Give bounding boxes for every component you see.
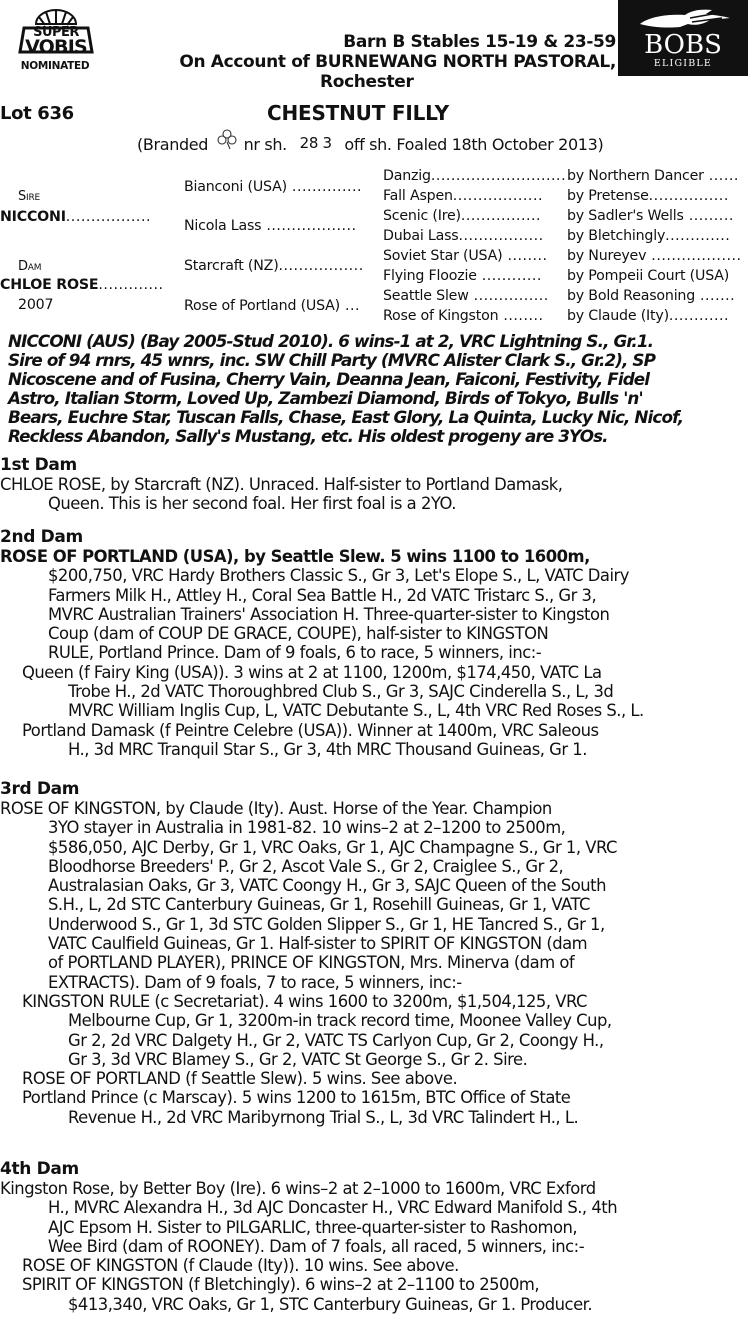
sire-summary-line: NICCONI (AUS) (Bay 2005-Stud 2010). 6 wins-1 at 2, VRC Lightning S., Gr.1. [8,331,654,351]
second-dam-text [0,547,750,759]
dam-year: 2007 [18,297,54,313]
third-dam-heading: 3rd Dam [0,779,80,799]
clover-icon [217,129,237,151]
gen3-by-text: by Pompeii Court (USA) [567,268,730,284]
dam-line: Coup (dam of COUP DE GRACE, COUPE), half-sister to KINGSTON [48,624,549,644]
sire-name: NICCONI [0,209,66,225]
progeny-line: Melbourne Cup, Gr 1, 3200m-in track record time, Moonee Valley Cup, [68,1011,612,1031]
progeny-line: Revenue H., 2d VRC Maribyrnong Trial S., L, 3d VRC Talindert H., L. [68,1107,579,1127]
gen3-name: Dubai Lass [383,228,459,244]
progeny-line: H., 3d MRC Tranquil Star S., Gr 3, 4th MRC Thousand Guineas, Gr 1. [68,739,587,759]
gen3-by [567,268,729,284]
gen3-by: by Bold Reasoning ....... [567,288,736,304]
second-dam-heading: 2nd Dam [0,527,83,547]
third-dam-text [0,799,750,1127]
gen3-by-text: by Pretense [567,188,649,204]
gen3-name: Danzig [383,168,431,184]
gen3-name: Seattle Slew [383,288,469,304]
gen3-name: Scenic (Ire) [383,208,461,224]
gen3-name: Fall Aspen [383,188,453,204]
progeny-line: Gr 2, 2d VRC Dalgety H., Gr 2, VATC TS Carlyon Cup, Gr 2, Coongy H., [68,1030,604,1050]
gen3-row: Fall Aspen.................. [383,188,543,204]
gen3-name: Rose of Kingston [383,308,499,324]
dam-line: Underwood S., Gr 1, 3d STC Golden Slipper S., Gr 1, HE Tancred S., Gr 1, [48,914,605,934]
first-dam-heading: 1st Dam [0,455,77,475]
barn-location: Barn B Stables 15-19 & 23-59 [343,32,616,52]
eligible-text: ELIGIBLE [653,58,713,69]
gen3-row: Rose of Kingston ........ [383,308,544,324]
brand-mid: nr sh. [243,134,287,154]
brand-number-fraction [300,135,332,152]
dam-line: $586,050, AJC Derby, Gr 1, VRC Oaks, Gr 1, AJC Champagne S., Gr 1, VRC [48,837,617,857]
progeny-line: Portland Prince (c Marscay). 5 wins 1200 to 1615m, BTC Office of State [22,1088,571,1108]
bobs-text: BOBS [644,30,722,60]
progeny-line: ROSE OF KINGSTON (f Claude (Ity)). 10 wins. See above. [22,1256,459,1276]
fourth-dam-heading: 4th Dam [0,1159,79,1179]
vendor-account: On Account of BURNEWANG NORTH PASTORAL, [179,52,616,72]
progeny-line: MVRC William Inglis Cup, L, VATC Debutante S., L, 4th VRC Red Roses S., L. [68,701,644,721]
lot-number: Lot 636 [0,103,74,124]
progeny-line: SPIRIT OF KINGSTON (f Bletchingly). 6 wins–2 at 2–1100 to 2500m, [22,1275,540,1295]
sire-summary-line: Reckless Abandon, Sally's Mustang, etc. His oldest progeny are 3YOs. [8,426,608,446]
fourth-dam-text [0,1179,750,1314]
gen3-row: Dubai Lass................. [383,228,544,244]
gen3-by: by Claude (Ity)............ [567,308,730,324]
gen3-by-text: by Bletchingly [567,228,666,244]
dam-line: Queen. This is her second foal. Her first foal is a 2YO. [48,494,456,514]
vobis-nominated-text: NOMINATED [20,60,90,72]
dam-line: ROSE OF KINGSTON, by Claude (Ity). Aust. Horse of the Year. Champion [0,799,552,818]
gen3-by: by Northern Dancer ...... [567,168,739,184]
dam-dam: Rose of Portland (USA) [184,298,341,314]
sire-name-row: NICCONI................. [0,209,151,225]
sire-sire: Bianconi (USA) [184,179,287,195]
dam-line: H., MVRC Alexandra H., 3d AJC Doncaster H., VRC Edward Manifold S., 4th [48,1198,618,1218]
progeny-line: Portland Damask (f Peintre Celebre (USA)). Winner at 1400m, VRC Saleous [22,720,599,740]
dam-line: Wee Bird (dam of ROONEY). Dam of 7 foals, all raced, 5 winners, inc:- [48,1236,585,1256]
gen3-by-text: by Nureyev [567,248,647,264]
horse-description-title: CHESTNUT FILLY [267,101,449,125]
vobis-main-text: VOBIS [25,36,87,58]
sire-summary-line: Bears, Euchre Star, Tuscan Falls, Chase, East Glory, La Quinta, Lucky Nic, Nicof, [8,407,684,427]
sire-summary-line: Astro, Italian Storm, Loved Up, Zambezi Diamond, Birds of Tokyo, Bulls 'n' [8,388,643,408]
progeny-line: ROSE OF PORTLAND (f Seattle Slew). 5 wins. See above. [22,1069,458,1089]
brand-prefix: (Branded [137,134,209,154]
dam-line: of PORTLAND PLAYER), PRINCE OF KINGSTON, Mrs. Minerva (dam of [48,953,575,973]
dam-line: AJC Epsom H. Sister to PILGARLIC, three-quarter-sister to Rashomon, [48,1217,578,1237]
progeny-line: Trobe H., 2d VATC Thoroughbred Club S., Gr 3, SAJC Cinderella S., L, 3d [68,682,614,702]
first-dam-text [0,475,750,514]
dam-sire-row: Starcraft (NZ)................. [184,258,364,274]
gen3-row: Scenic (Ire)................ [383,208,542,224]
dam-line: Australasian Oaks, Gr 3, VATC Coongy H., Gr 3, SAJC Queen of the South [48,876,606,896]
gen3-by-text: by Claude (Ity) [567,308,669,324]
gen3-row: Flying Floozie ............ [383,268,542,284]
gen3-by: by Nureyev .................. [567,248,742,264]
vendor-location: Rochester [320,72,414,92]
super-vobis-nominated-logo [10,4,102,74]
sire-summary-line: Nicoscene and of Fusina, Cherry Vain, Deanna Jean, Faiconi, Festivity, Fidel [8,369,650,389]
gen3-by-text: by Sadler's Wells [567,208,684,224]
dam-name-row: CHLOE ROSE............. [0,277,164,293]
dam-line: CHLOE ROSE, by Starcraft (NZ). Unraced. Half-sister to Portland Damask, [0,475,563,494]
progeny-line: $413,340, VRC Oaks, Gr 1, STC Canterbury Guineas, Gr 1. Producer. [68,1294,593,1314]
progeny-line: Queen (f Fairy King (USA)). 3 wins at 2 at 1100, 1200m, $174,450, VATC La [22,662,602,682]
gen3-name: Soviet Star (USA) [383,248,503,264]
sire-dam-row: Nicola Lass .................. [184,218,357,234]
vobis-super-text: SUPER [33,25,79,40]
dam-label: Dam [18,259,42,274]
gen3-by-text: by Northern Dancer [567,168,704,184]
dam-name: CHLOE ROSE [0,277,99,293]
gen3-by: by Pretense................ [567,188,729,204]
dam-sire: Starcraft (NZ) [184,258,279,274]
sire-summary [8,332,750,446]
brand-suffix: off sh. Foaled 18th October 2013) [344,134,604,154]
dam-line: Farmers Milk H., Attley H., Coral Sea Battle H., 2d VATC Tristarc S., Gr 3, [48,585,597,605]
dam-line: RULE, Portland Prince. Dam of 9 foals, 6 to race, 5 winners, inc:- [48,643,542,663]
gen3-row: Danzig........................... [383,168,567,184]
dam-line: Bloodhorse Breeders' P., Gr 2, Ascot Vale S., Gr 2, Craiglee S., Gr 2, [48,856,564,876]
dam-line: Kingston Rose, by Better Boy (Ire). 6 wins–2 at 2–1000 to 1600m, VRC Exford [0,1179,596,1198]
sire-label: Sire [18,189,41,204]
gen3-by-text: by Bold Reasoning [567,288,696,304]
progeny-line: KINGSTON RULE (c Secretariat). 4 wins 1600 to 3200m, $1,504,125, VRC [22,991,587,1011]
gen3-row: Seattle Slew ............... [383,288,549,304]
sire-sire-row: Bianconi (USA) .............. [184,179,363,195]
progeny-line: Gr 3, 3d VRC Blamey S., Gr 2, VATC St George S., Gr 2. Sire. [68,1049,528,1069]
gen3-row: Soviet Star (USA) ........ [383,248,548,264]
gen3-by: by Sadler's Wells ......... [567,208,734,224]
dam-line: $200,750, VRC Hardy Brothers Classic S., Gr 3, Let's Elope S., L, VATC Dairy [48,566,629,586]
dam-line: S.H., L, 2d STC Canterbury Guineas, Gr 1, Rosehill Guineas, Gr 1, VATC [48,895,590,915]
fraction-top: 28 [299,133,319,152]
dam-line: ROSE OF PORTLAND (USA), by Seattle Slew. 5 wins 1100 to 1600m, [0,547,590,566]
dam-line: VATC Caulfield Guineas, Gr 1. Half-sister to SPIRIT OF KINGSTON (dam [48,934,588,954]
sire-summary-line: Sire of 94 rnrs, 45 wnrs, inc. SW Chill Party (MVRC Alister Clark S., Gr.2), SP [8,350,655,370]
dam-line: 3YO stayer in Australia in 1981-82. 10 wins–2 at 2–1200 to 2500m, [48,818,566,838]
racehorse-icon [630,6,736,32]
dam-dam-row: Rose of Portland (USA) ... [184,298,361,314]
gen3-by: by Bletchingly............. [567,228,731,244]
dam-line: MVRC Australian Trainers' Association H. Three-quarter-sister to Kingston [48,604,610,624]
gen3-name: Flying Floozie [383,268,477,284]
fraction-bottom: 3 [322,133,332,152]
sire-dam: Nicola Lass [184,218,262,234]
bobs-eligible-logo [618,0,748,76]
brand-foaled-line [137,133,603,155]
dam-line: EXTRACTS). Dam of 9 foals, 7 to race, 5 winners, inc:- [48,972,462,992]
